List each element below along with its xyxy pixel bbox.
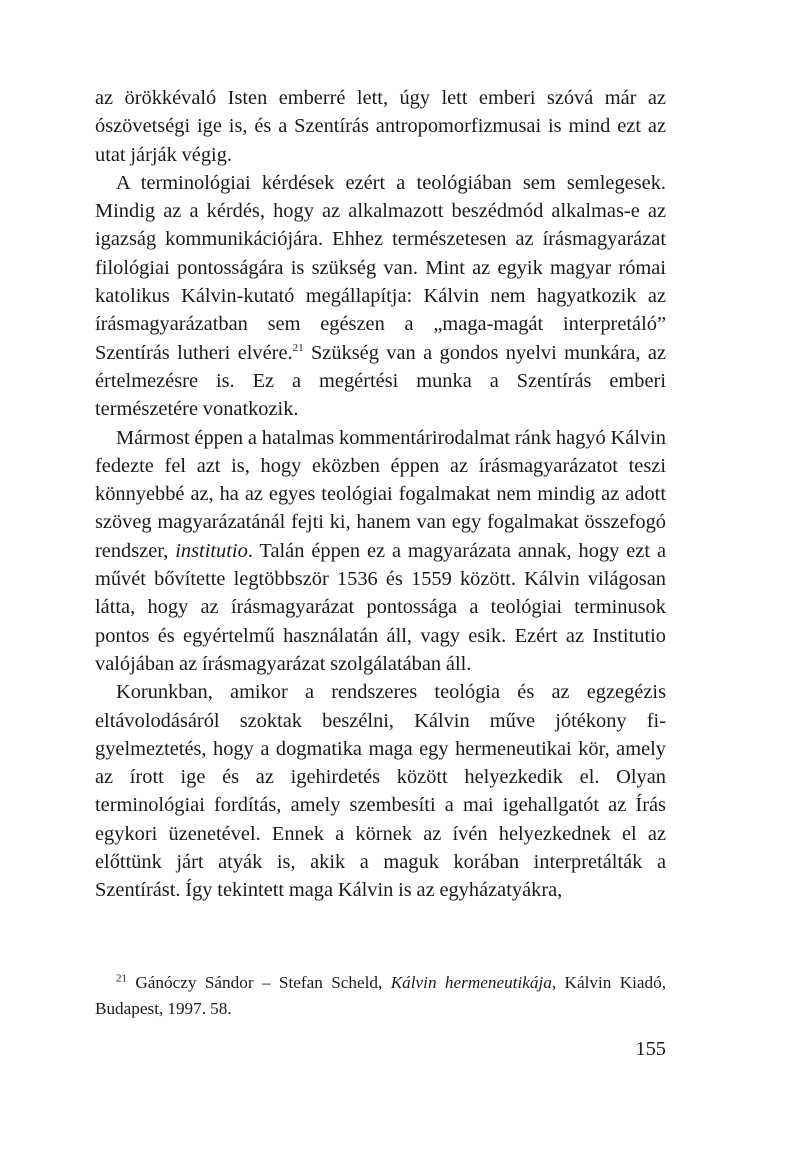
paragraph-1: az örökkévaló Isten emberré lett, úgy lett emberi szóvá már az ószövetségi ige is, és a Szentírás antropomorfizmusai is mind ezt az utat járják végig.	[95, 87, 666, 166]
footnote-text: Gánóczy Sándor – Stefan Scheld,	[127, 973, 391, 992]
paragraph-2-text-continued: Szükség van a gondos nyelvi munkára, az értelmezésre is. Ez a megértési munka a Szentírás emberi természetére vonatkozik.	[95, 341, 666, 421]
paragraph-2-text: A terminológiai kérdések ezért a teológiában sem semlegesek. Mindig az a kérdés, hogy az alkalmazott beszédmód alkalmas-e az igazság kommunikációjára. Ehhez természetesen az írásmagyarázat filológiai pontosságára is szükség van. Mint az egyik magyar római katolikus Kálvin-kutató megállapítja: Kálvin nem hagyatkozik az írásmagyarázatban sem egészen a „maga-magát interpretáló” Szentírás lutheri elvére.	[95, 171, 666, 364]
footnote-area	[95, 970, 666, 1022]
page-number: 155	[635, 1038, 666, 1060]
paragraph-3	[95, 424, 666, 679]
paragraph-3-text-continued: . Talán éppen ez a magyarázata annak, hogy ezt a művét bővítette legtöbbször 1536 és 1559 között. Kálvin világosan látta, hogy az írásmagyarázat pontossága a teológiai terminusok pontos és egyértelmű használatán áll, vagy esik. Ezért az Institutio valójában az írásmagyarázat szolgálatában áll.	[95, 539, 666, 675]
paragraph-3-text: Mármost éppen a hatalmas kommentárirodalmat ránk hagyó Kálvin fedezte fel azt is, hogy eközben éppen az írásmagyarázatot teszi könnyebbé az, ha az egyes teológiai fogalmakat nem mindig az adott szöveg magyarázatánál fejti ki, hanem van egy fogalmakat összefogó rendszer,	[95, 426, 666, 562]
footnote-number: 21	[116, 972, 127, 985]
footnote-21	[95, 970, 666, 1022]
main-text	[95, 84, 666, 905]
footnote-book-title: Kálvin hermeneutikája,	[390, 973, 557, 992]
footnote-text-continued: Kálvin Kiadó, Budapest, 1997. 58.	[95, 973, 667, 1018]
footnote-reference[interactable]: 21	[292, 341, 304, 354]
paragraph-3-italic-term: institutio	[175, 539, 248, 562]
paragraph-2	[95, 169, 666, 424]
paragraph-4: Korunkban, amikor a rendszeres teológia és az egzegézis eltávolodásáról szoktak beszélni, Kálvin műve jótékony figyelmeztetés, hogy a dogmatika maga egy hermeneutikai kör, amely az írott ige és az igehirdetés között helyezkedik el. Olyan terminológiai fordítás, amely szembesíti a mai igehallgatót az Írás egykori üzenetével. Ennek a körnek az ívén helyezkednek el az előttünk járt atyák is, akik a maguk korában interpretálták a Szentírást. Így tekintett maga Kálvin is az egyházatyákra,	[95, 681, 666, 902]
